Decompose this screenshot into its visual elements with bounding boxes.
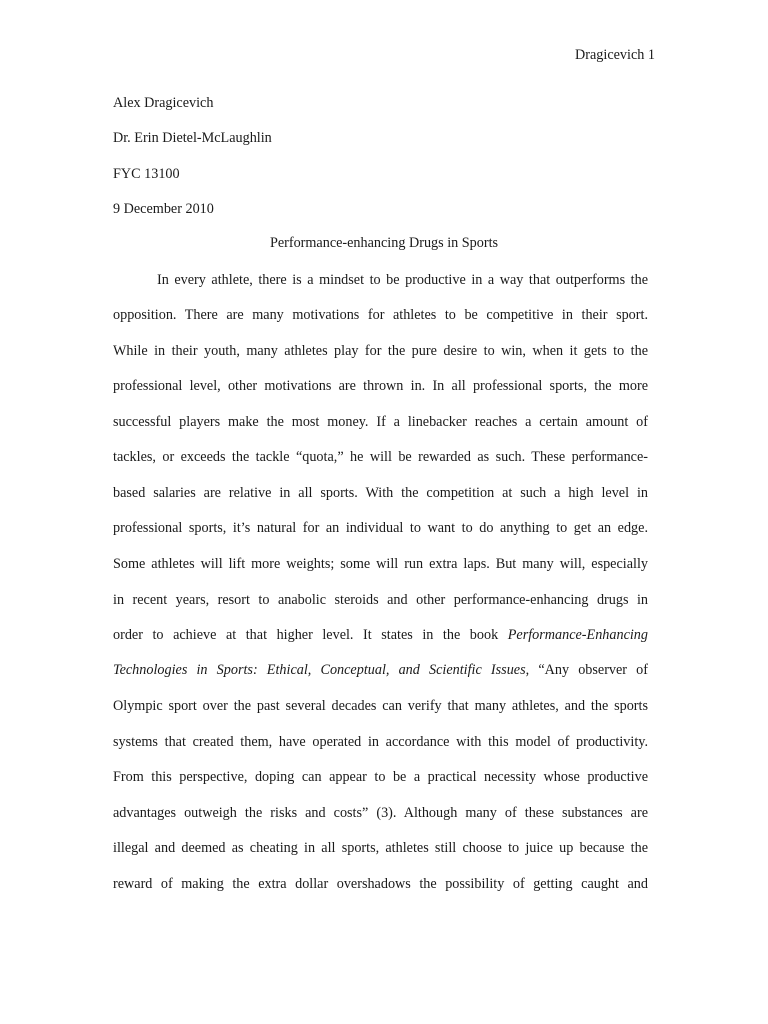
body-line-1: In every athlete, there is a mindset to be productive in a way that outperforms the	[157, 272, 648, 288]
body-line-15: From this perspective, doping can appear to be a practical necessity whose productive	[113, 769, 648, 785]
essay-title: Performance-enhancing Drugs in Sports	[269, 235, 499, 251]
body-line-13: Olympic sport over the past several decades can verify that many athletes, and the sports	[113, 698, 648, 714]
body-line-9: Some athletes will lift more weights; some will run extra laps. But many will, especially	[113, 556, 648, 572]
body-line-12-text: , “Any observer of	[525, 662, 648, 678]
instructor-name: Dr. Erin Dietel-McLaughlin	[113, 130, 272, 146]
author-name: Alex Dragicevich	[113, 95, 214, 111]
body-line-16: advantages outweigh the risks and costs” (3). Although many of these substances are	[113, 805, 648, 821]
book-title-part-1: Performance-Enhancing	[507, 627, 648, 643]
book-title-part-2: Technologies in Sports: Ethical, Conceptual, and Scientific Issues	[113, 662, 526, 678]
date: 9 December 2010	[113, 201, 214, 217]
body-line-5: successful players make the most money. If a linebacker reaches a certain amount of	[113, 414, 648, 430]
body-line-18: reward of making the extra dollar overshadows the possibility of getting caught and	[113, 876, 648, 892]
body-line-11-text: order to achieve at that higher level. It states in the book	[113, 627, 508, 643]
body-line-6: tackles, or exceeds the tackle “quota,” he will be rewarded as such. These performance-	[113, 449, 648, 465]
body-line-10: in recent years, resort to anabolic steroids and other performance-enhancing drugs in	[113, 592, 648, 608]
body-line-7: based salaries are relative in all sports. With the competition at such a high level in	[113, 485, 648, 501]
running-head: Dragicevich 1	[575, 47, 655, 63]
body-line-14: systems that created them, have operated in accordance with this model of productivity.	[113, 734, 648, 750]
body-line-2: opposition. There are many motivations for athletes to be competitive in their sport.	[113, 307, 648, 323]
body-line-4: professional level, other motivations are thrown in. In all professional sports, the more	[113, 378, 648, 394]
course-name: FYC 13100	[113, 166, 180, 182]
body-line-11	[113, 627, 648, 644]
body-line-8: professional sports, it’s natural for an individual to want to do anything to get an edge.	[113, 520, 648, 536]
body-line-12	[113, 662, 648, 679]
body-line-17: illegal and deemed as cheating in all sports, athletes still choose to juice up because the	[113, 840, 648, 856]
body-line-3: While in their youth, many athletes play for the pure desire to win, when it gets to the	[113, 343, 648, 359]
